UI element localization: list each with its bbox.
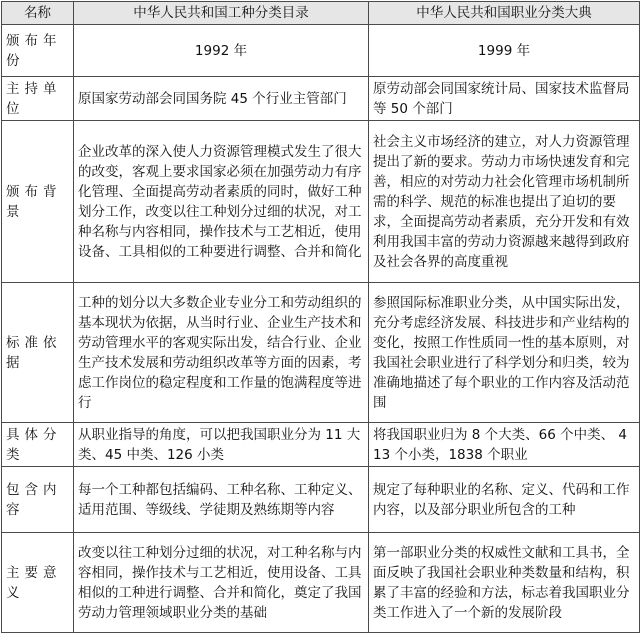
cell-dictionary: 将我国职业归为 8 个大类、66 个中类、 413 个小类，1838 个职业 — [369, 423, 640, 467]
row-classification — [2, 423, 640, 467]
cell-dictionary: 原劳动部会同国家统计局、国家技术监督局等 50 个部门 — [369, 77, 640, 121]
header-row — [2, 2, 640, 25]
row-year — [2, 25, 640, 77]
row-basis — [2, 283, 640, 423]
header-name: 名称 — [2, 2, 74, 25]
cell-catalog: 1992 年 — [74, 25, 369, 77]
row-contents — [2, 467, 640, 533]
cell-dictionary: 第一部职业分类的权威性文献和工具书，全面反映了我国社会职业种类数量和结构，积累了丰富的经验和方法，标志着我国职业分类工作进入了一个新的发展阶段 — [369, 533, 640, 633]
header-work-type-catalog: 中华人民共和国工种分类目录 — [74, 2, 369, 25]
cell-catalog: 每一个工种都包括编码、工种名称、工种定义、适用范围、等级线、学徒期及熟练期等内容 — [74, 467, 369, 533]
cell-dictionary: 1999 年 — [369, 25, 640, 77]
cell-catalog: 原国家劳动部会同国务院 45 个行业主管部门 — [74, 77, 369, 121]
row-label: 颁布年份 — [2, 25, 74, 77]
cell-dictionary: 社会主义市场经济的建立，对人力资源管理提出了新的要求。劳动力市场快速发育和完善，相应的对劳动力社会化管理市场机制所需的科学、规范的标准也提出了迫切的要求，全面提高劳动者素质，充分开发和有效利用我国丰富的劳动力资源越来越得到政府及社会各界的高度重视 — [369, 121, 640, 283]
comparison-table — [1, 1, 640, 633]
cell-catalog: 改变以往工种划分过细的状况，对工种名称与内容相同，操作技术与工艺相近，使用设备、工具相似的工种进行调整、合并和简化，奠定了我国劳动力管理领域职业分类的基础 — [74, 533, 369, 633]
row-label: 主持单位 — [2, 77, 74, 121]
row-host-unit — [2, 77, 640, 121]
row-background — [2, 121, 640, 283]
cell-catalog: 企业改革的深入使人力资源管理模式发生了很大的改变，客观上要求国家必须在加强劳动力有序化管理、全面提高劳动者素质的同时，做好工种划分工作，改变以往工种划分过细的状况，对工种名称与内容相同，操作技术与工艺相近，使用设备、工具相似的工种要进行调整、合并和简化 — [74, 121, 369, 283]
cell-dictionary: 参照国际标准职业分类，从中国实际出发，充分考虑经济发展、科技进步和产业结构的变化，按照工作性质同一性的基本原则，对我国社会职业进行了科学划分和归类，较为准确地描述了每个职业的工作内容及活动范围 — [369, 283, 640, 423]
row-significance — [2, 533, 640, 633]
row-label: 标准依据 — [2, 283, 74, 423]
row-label: 主要意义 — [2, 533, 74, 633]
cell-catalog: 工种的划分以大多数企业专业分工和劳动组织的基本现状为依据，从当时行业、企业生产技术和劳动管理水平的客观实际出发，结合行业、企业生产技术发展和劳动组织改革等方面的因素，考虑工作岗位的稳定程度和工作量的饱满程度等进行 — [74, 283, 369, 423]
row-label: 颁布背景 — [2, 121, 74, 283]
row-label: 包含内容 — [2, 467, 74, 533]
cell-catalog: 从职业指导的角度，可以把我国职业分为 11 大类、45 中类、126 小类 — [74, 423, 369, 467]
cell-dictionary: 规定了每种职业的名称、定义、代码和工作内容，以及部分职业所包含的工种 — [369, 467, 640, 533]
row-label: 具体分类 — [2, 423, 74, 467]
header-occupation-dictionary: 中华人民共和国职业分类大典 — [369, 2, 640, 25]
